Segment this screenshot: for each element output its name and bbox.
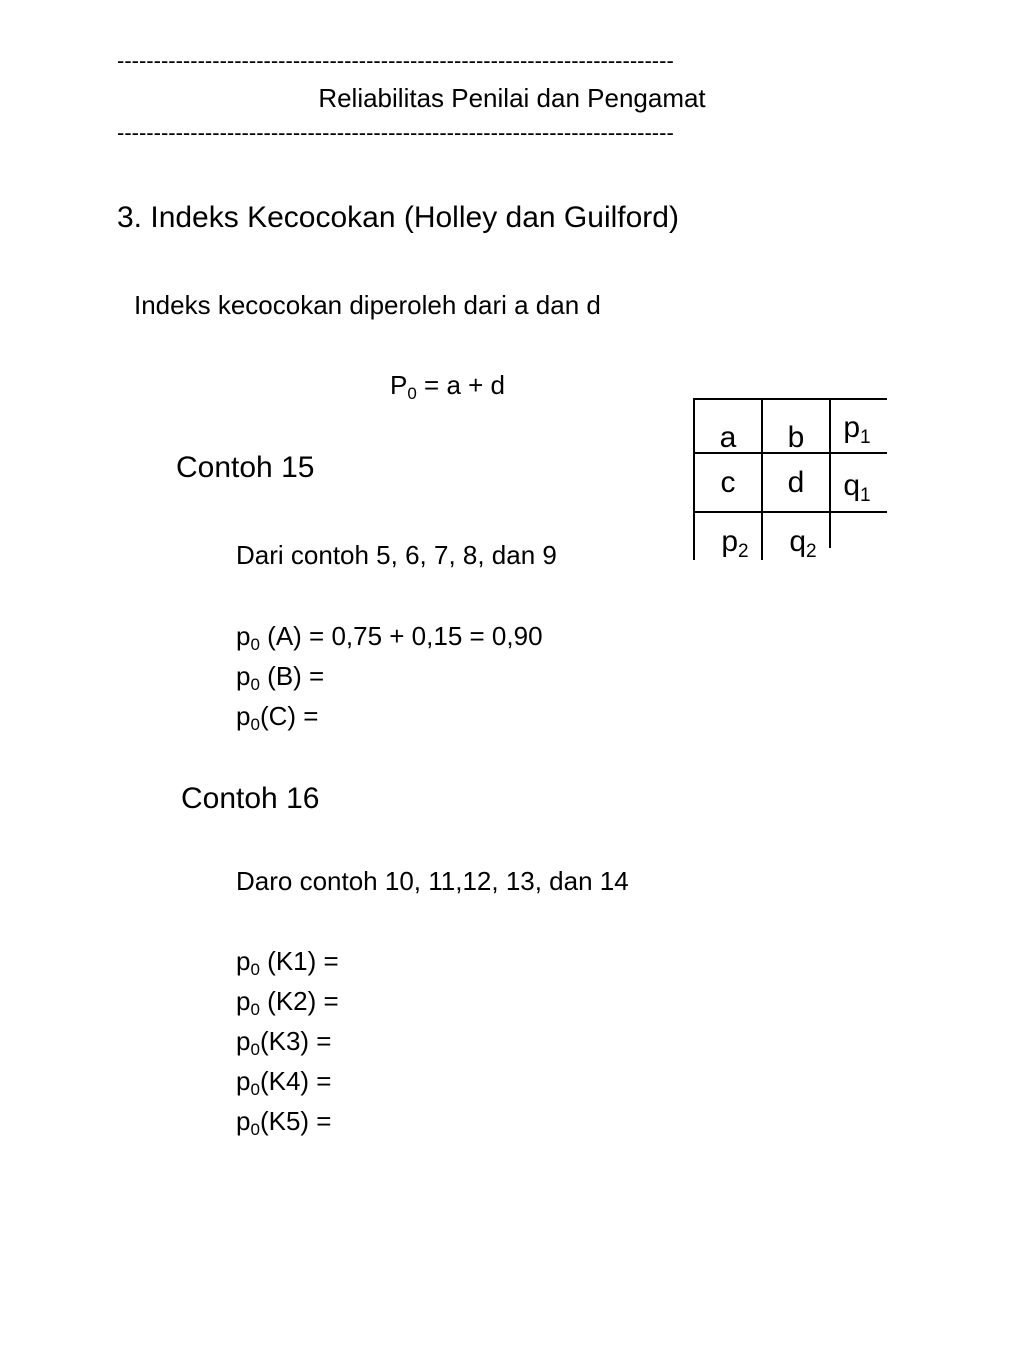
formula-lhs-subscript: 0 xyxy=(407,384,417,403)
example-15-line-c: $p_0(C)$ = xyxy=(236,701,319,734)
section-heading: 3. Indeks Kecocokan (Holley dan Guilford) xyxy=(117,201,679,234)
table-cell-q1: $q_1$ xyxy=(843,469,871,506)
table-cell-a: a xyxy=(719,421,737,454)
table-cell-b: b xyxy=(787,421,805,454)
example-16-line-k4: $p_0(K4)$ = xyxy=(236,1066,332,1099)
formula-lhs: P xyxy=(390,370,408,400)
example-16-line-k5: $p_0(K5)$ = xyxy=(236,1106,332,1139)
contingency-table xyxy=(693,398,887,560)
example-16-source: Daro contoh 10, 11,12, 13, dan 14 xyxy=(236,866,629,896)
example-15-source: Dari contoh 5, 6, 7, 8, dan 9 xyxy=(236,540,557,570)
intro-text: Indeks kecocokan diperoleh dari a dan d xyxy=(134,290,601,320)
example-16-title: Contoh 16 xyxy=(181,782,320,815)
example-16-line-k2: $p_0$ (K2) = xyxy=(236,986,339,1019)
table-line-lower xyxy=(693,511,887,513)
table-cell-q2: $q_2$ xyxy=(789,525,817,562)
table-cell-d: d xyxy=(787,466,805,499)
example-15-line-b: $p_0$ (B) = xyxy=(236,661,325,694)
table-line-top xyxy=(693,398,887,400)
table-cell-c: c xyxy=(720,466,736,499)
header-title: Reliabilitas Penilai dan Pengamat xyxy=(318,83,706,113)
table-cell-p2: $p_2$ xyxy=(721,525,749,562)
header-rule-top: ---------------------------------------------------------------------------- xyxy=(117,48,674,73)
example-15-title: Contoh 15 xyxy=(176,451,315,484)
example-15-line-a: $p_0$ (A) = 0,75 + 0,15 = 0,90 xyxy=(236,621,543,654)
example-16-line-k3: $p_0(K3)$ = xyxy=(236,1026,332,1059)
header-rule-bottom: ---------------------------------------------------------------------------- xyxy=(117,120,674,145)
table-cell-p1: $p_1$ xyxy=(843,411,871,448)
example-16-line-k1: $p_0$ (K1) = xyxy=(236,946,339,979)
formula-p0 xyxy=(390,369,505,401)
formula-rhs: = a + d xyxy=(416,370,505,400)
